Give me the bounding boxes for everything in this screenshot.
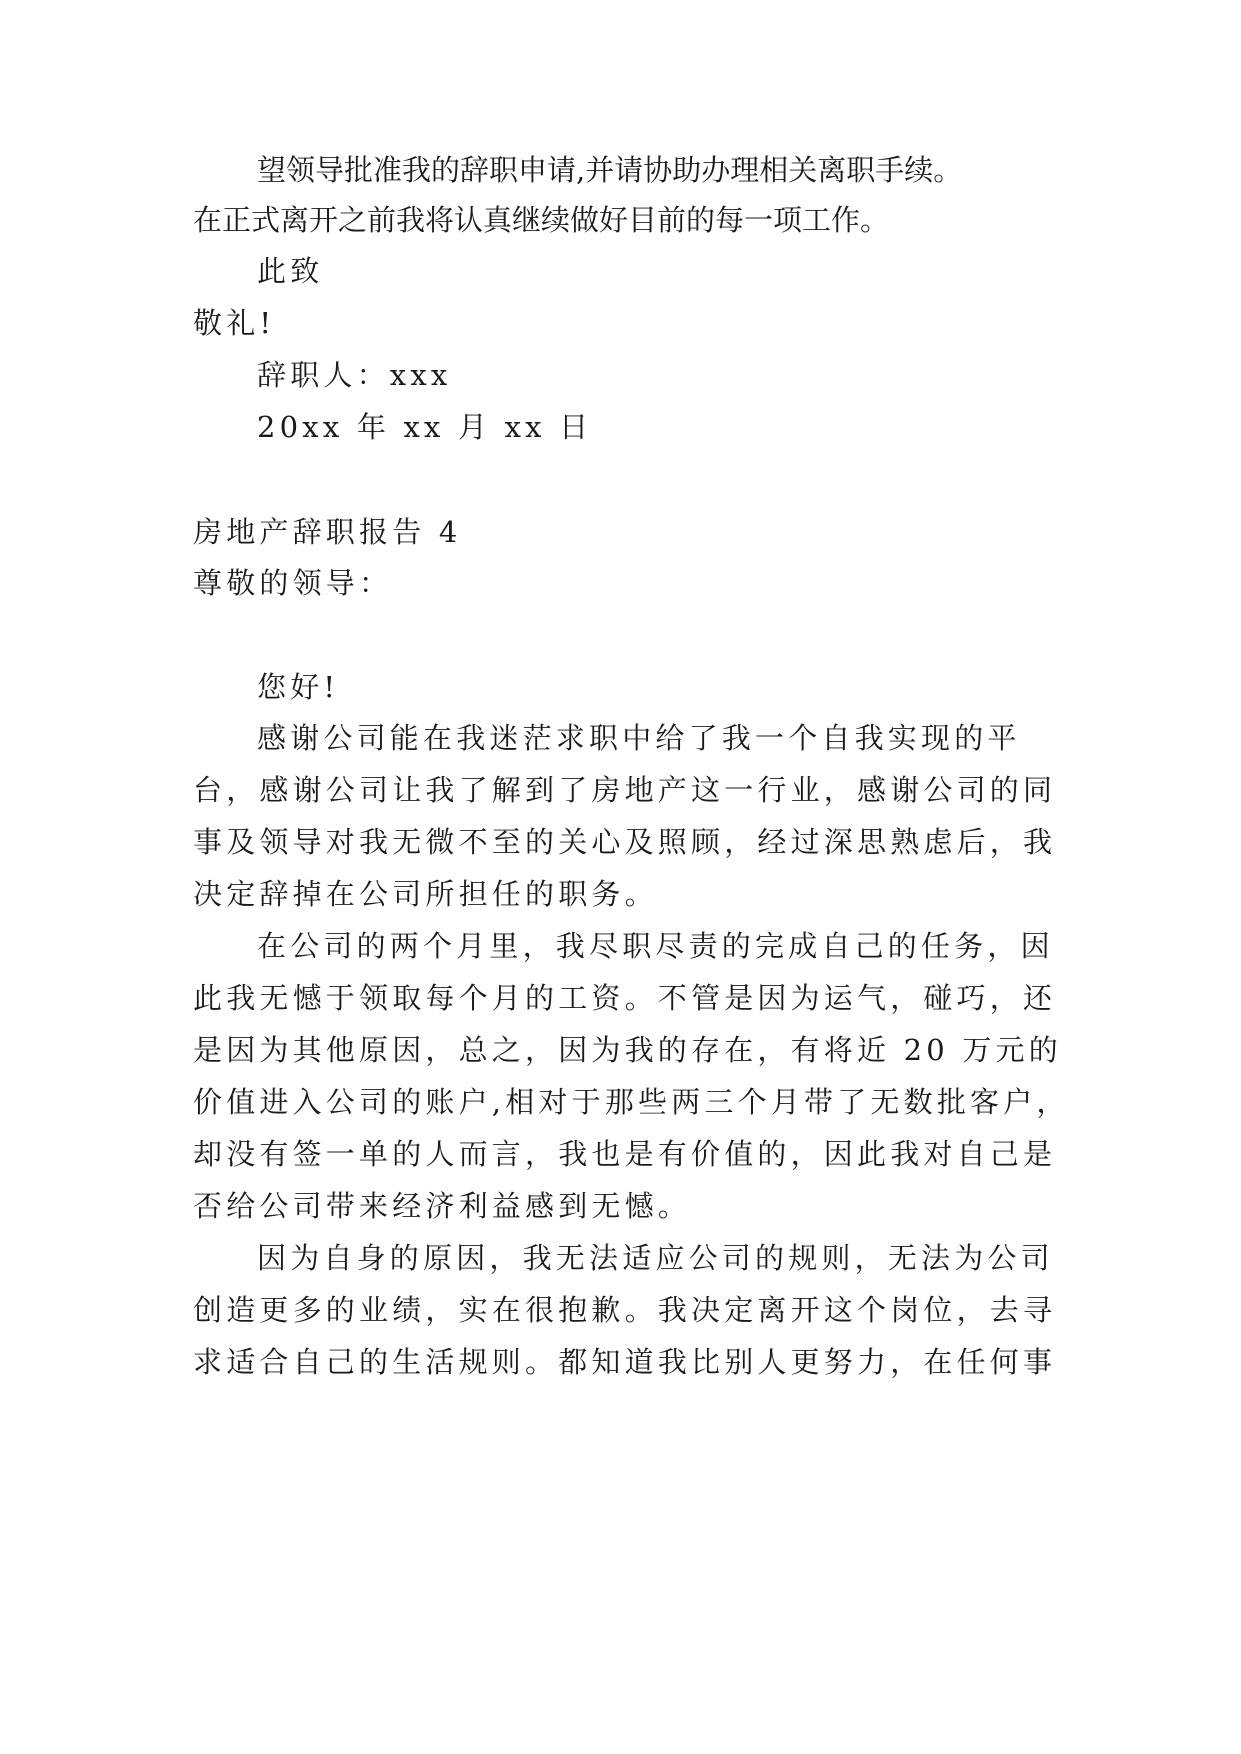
paragraph-line: 在正式离开之前我将认真继续做好目前的每一项工作。 (193, 203, 890, 237)
paragraph-line: 求适合自己的生活规则。都知道我比别人更努力，在任何事 (193, 1345, 1057, 1379)
paragraph-line: 此我无憾于领取每个月的工资。不管是因为运气，碰巧，还 (193, 981, 1057, 1015)
greeting-line: 尊敬的领导： (193, 566, 393, 600)
paragraph-line: 台，感谢公司让我了解到了房地产这一行业，感谢公司的同 (193, 773, 1057, 807)
paragraph-line: 事及领导对我无微不至的关心及照顾，经过深思熟虑后，我 (193, 825, 1057, 859)
signature-line: 辞职人：xxx (257, 358, 452, 392)
paragraph-line: 因为自身的原因，我无法适应公司的规则，无法为公司 (257, 1241, 1054, 1275)
paragraph-line: 却没有签一单的人而言，我也是有价值的，因此我对自己是 (193, 1137, 1057, 1171)
paragraph-line: 价值进入公司的账户,相对于那些两三个月带了无数批客户， (193, 1085, 1070, 1119)
section-title: 房地产辞职报告 4 (193, 515, 462, 549)
paragraph-line: 创造更多的业绩，实在很抱歉。我决定离开这个岗位，去寻 (193, 1293, 1057, 1327)
date-line: 20xx 年 xx 月 xx 日 (257, 410, 593, 444)
greeting-hello: 您好! (257, 670, 340, 704)
paragraph-line: 否给公司带来经济利益感到无憾。 (193, 1189, 692, 1223)
paragraph-line: 决定辞掉在公司所担任的职务。 (193, 877, 658, 911)
paragraph-line: 望领导批准我的辞职申请,并请协助办理相关离职手续。 (257, 153, 963, 187)
paragraph-line: 感谢公司能在我迷茫求职中给了我一个自我实现的平 (257, 721, 1021, 755)
closing-salutation: 此致 (257, 254, 324, 288)
paragraph-line: 在公司的两个月里，我尽职尽责的完成自己的任务，因 (257, 929, 1054, 963)
paragraph-line: 是因为其他原因，总之，因为我的存在，有将近 20 万元的 (193, 1033, 1062, 1067)
closing-regards: 敬礼! (193, 306, 276, 340)
